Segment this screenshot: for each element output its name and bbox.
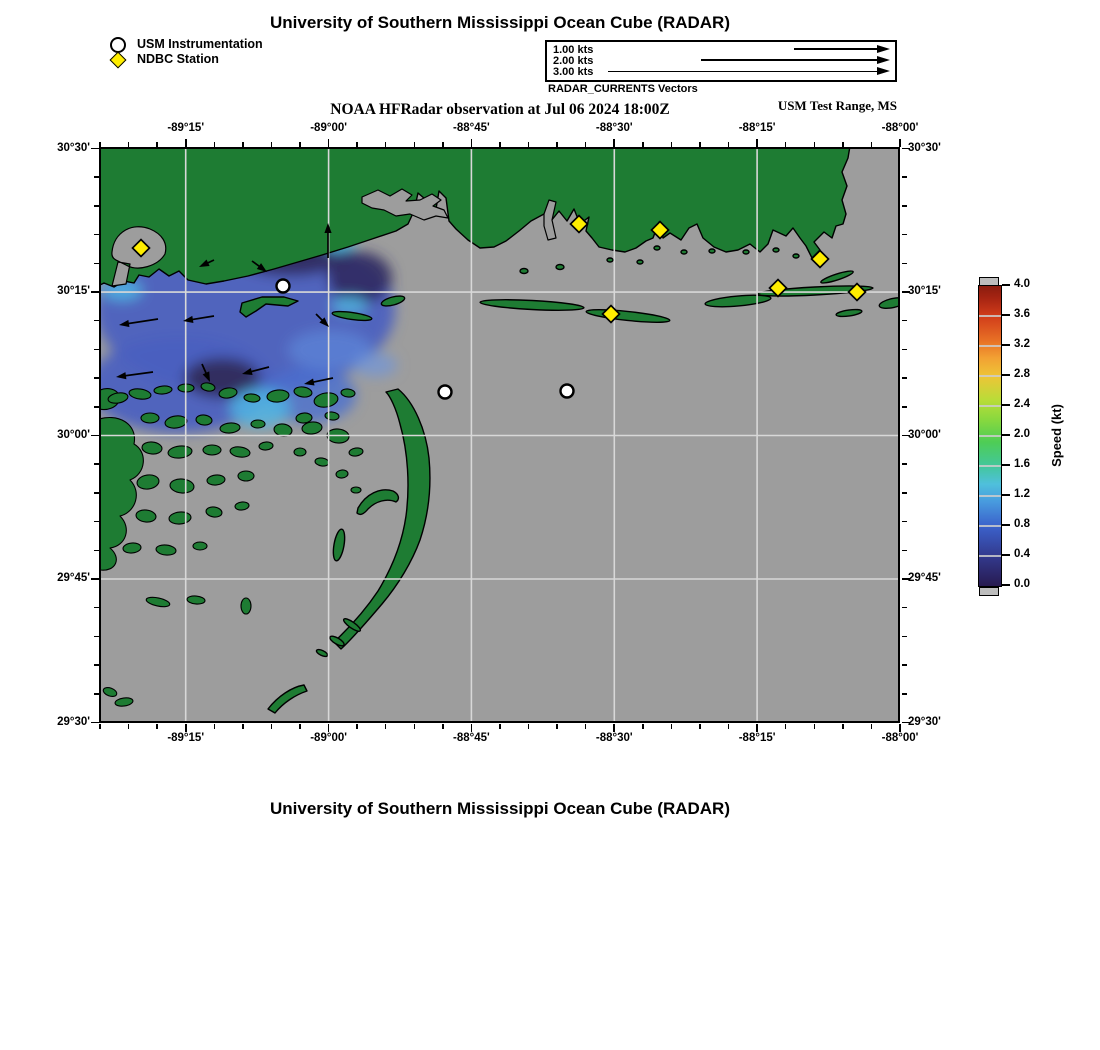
vector-scale-label: 1.00 kts [553,43,594,56]
minor-tick [94,693,99,695]
minor-tick [94,234,99,236]
colorbar-separator [979,465,1001,467]
colorbar-top-cap [979,277,999,286]
minor-tick [128,142,130,147]
minor-tick [94,320,99,322]
colorbar-tick-label: 4.0 [1014,277,1030,290]
minor-tick [94,176,99,178]
minor-tick [385,142,387,147]
minor-tick [94,377,99,379]
minor-tick [902,521,907,523]
minor-tick [902,320,907,322]
colorbar-separator [979,555,1001,557]
lon-tick-label-top: -88°45' [453,122,490,134]
lat-tick-label-left: 29°30' [57,715,90,728]
colorbar-tick-label: 2.8 [1014,367,1030,380]
minor-tick [556,142,558,147]
map-subtitle: NOAA HFRadar observation at Jul 06 2024 18:00Z [330,101,670,118]
colorbar-separator [979,375,1001,377]
major-tick [185,139,187,147]
colorbar-tick-label: 2.4 [1014,397,1030,410]
minor-tick [785,724,787,729]
minor-tick [699,142,701,147]
major-tick [613,139,615,147]
map-frame [99,147,901,723]
minor-tick [842,724,844,729]
minor-tick [156,142,158,147]
major-tick [91,148,99,150]
major-tick [756,724,758,732]
minor-tick [671,142,673,147]
minor-tick [642,142,644,147]
minor-tick [499,724,501,729]
minor-tick [94,664,99,666]
minor-tick [585,724,587,729]
minor-tick [528,724,530,729]
minor-tick [94,205,99,207]
colorbar-title: Speed (kt) [1048,404,1064,467]
colorbar-tick [1002,374,1010,376]
bottom-title: University of Southern Mississippi Ocean Cube (RADAR) [269,799,730,818]
minor-tick [414,724,416,729]
colorbar-tick [1002,494,1010,496]
colorbar-tick-label: 0.4 [1014,547,1030,560]
colorbar-tick [1002,584,1010,586]
minor-tick [242,724,244,729]
range-label: USM Test Range, MS [777,98,897,113]
minor-tick [902,492,907,494]
minor-tick [94,463,99,465]
minor-tick [94,263,99,265]
colorbar-tick [1002,314,1010,316]
colorbar-tick [1002,434,1010,436]
colorbar-tick [1002,404,1010,406]
colorbar-tick-label: 1.6 [1014,457,1030,470]
major-tick [899,139,901,147]
minor-tick [902,693,907,695]
major-tick [328,139,330,147]
minor-tick [556,724,558,729]
major-tick [91,435,99,437]
minor-tick [271,724,273,729]
vector-scale-caption: RADAR_CURRENTS Vectors [548,83,698,95]
minor-tick [442,142,444,147]
lon-tick-label-bottom: -88°00' [881,732,919,744]
major-tick [91,291,99,293]
minor-tick [671,724,673,729]
major-tick [613,724,615,732]
legend-label: USM Instrumentation [137,37,263,51]
colorbar-tick [1002,464,1010,466]
minor-tick [94,406,99,408]
colorbar-tick [1002,554,1010,556]
minor-tick [271,142,273,147]
lon-tick-label-bottom: -88°15' [738,732,776,744]
minor-tick [356,724,358,729]
minor-tick [871,724,873,729]
colorbar-tick-label: 3.6 [1014,307,1030,320]
major-tick [899,724,901,732]
major-tick [91,722,99,724]
lon-tick-label-top: -89°15' [167,122,205,134]
minor-tick [842,142,844,147]
colorbar-tick [1002,524,1010,526]
major-tick [185,724,187,732]
minor-tick [94,521,99,523]
lon-tick-label-bottom: -88°30' [595,732,633,744]
lat-tick-label-left: 30°15' [57,285,90,298]
minor-tick [814,724,816,729]
minor-tick [785,142,787,147]
minor-tick [902,205,907,207]
major-tick [471,139,473,147]
minor-tick [642,724,644,729]
minor-tick [214,142,216,147]
minor-tick [871,142,873,147]
minor-tick [902,636,907,638]
minor-tick [94,607,99,609]
minor-tick [94,550,99,552]
lon-tick-label-bottom: -89°15' [167,732,205,744]
colorbar-tick-label: 2.0 [1014,427,1030,440]
minor-tick [902,377,907,379]
minor-tick [902,607,907,609]
lat-tick-label-right: 29°45' [908,572,941,584]
minor-tick [299,724,301,729]
lon-tick-label-bottom: -88°45' [453,732,490,744]
minor-tick [442,724,444,729]
lat-tick-label-right: 30°15' [908,285,941,298]
minor-tick [414,142,416,147]
minor-tick [156,724,158,729]
minor-tick [902,349,907,351]
vector-scale-label: 3.00 kts [553,65,594,78]
minor-tick [499,142,501,147]
minor-tick [528,142,530,147]
minor-tick [699,724,701,729]
minor-tick [902,176,907,178]
colorbar [978,285,1002,587]
minor-tick [902,664,907,666]
colorbar-tick [1002,284,1010,286]
minor-tick [94,636,99,638]
minor-tick [902,234,907,236]
colorbar-separator [979,345,1001,347]
lon-tick-label-top: -88°30' [595,122,633,134]
colorbar-tick-label: 0.0 [1014,577,1030,590]
lat-tick-label-right: 30°30' [908,141,941,154]
minor-tick [728,142,730,147]
lon-tick-label-top: -88°00' [881,122,919,134]
minor-tick [242,142,244,147]
vector-scale-label: 2.00 kts [553,54,594,67]
page-title: University of Southern Mississippi Ocean Cube (RADAR) [269,13,730,32]
colorbar-separator [979,435,1001,437]
colorbar-tick-label: 0.8 [1014,517,1030,530]
minor-tick [902,550,907,552]
colorbar-separator [979,405,1001,407]
major-tick [756,139,758,147]
minor-tick [585,142,587,147]
colorbar-bottom-cap [979,587,999,596]
lon-tick-label-top: -88°15' [738,122,776,134]
minor-tick [902,406,907,408]
minor-tick [99,724,101,729]
minor-tick [902,463,907,465]
minor-tick [299,142,301,147]
lat-tick-label-right: 29°30' [908,715,941,728]
lon-tick-label-top: -89°00' [310,122,347,134]
minor-tick [94,492,99,494]
lat-tick-label-left: 30°00' [57,428,90,441]
colorbar-separator [979,495,1001,497]
major-tick [471,724,473,732]
minor-tick [814,142,816,147]
colorbar-separator [979,315,1001,317]
minor-tick [385,724,387,729]
minor-tick [94,349,99,351]
lat-tick-label-left: 29°45' [57,572,90,584]
lat-tick-label-left: 30°30' [57,141,90,154]
minor-tick [728,724,730,729]
minor-tick [356,142,358,147]
minor-tick [128,724,130,729]
colorbar-tick-label: 3.2 [1014,337,1030,350]
major-tick [91,578,99,580]
colorbar-tick [1002,344,1010,346]
colorbar-separator [979,525,1001,527]
minor-tick [99,142,101,147]
minor-tick [902,263,907,265]
minor-tick [214,724,216,729]
lat-tick-label-right: 30°00' [908,428,941,441]
lon-tick-label-bottom: -89°00' [310,732,347,744]
major-tick [328,724,330,732]
legend-label: NDBC Station [137,52,219,66]
colorbar-tick-label: 1.2 [1014,487,1030,500]
